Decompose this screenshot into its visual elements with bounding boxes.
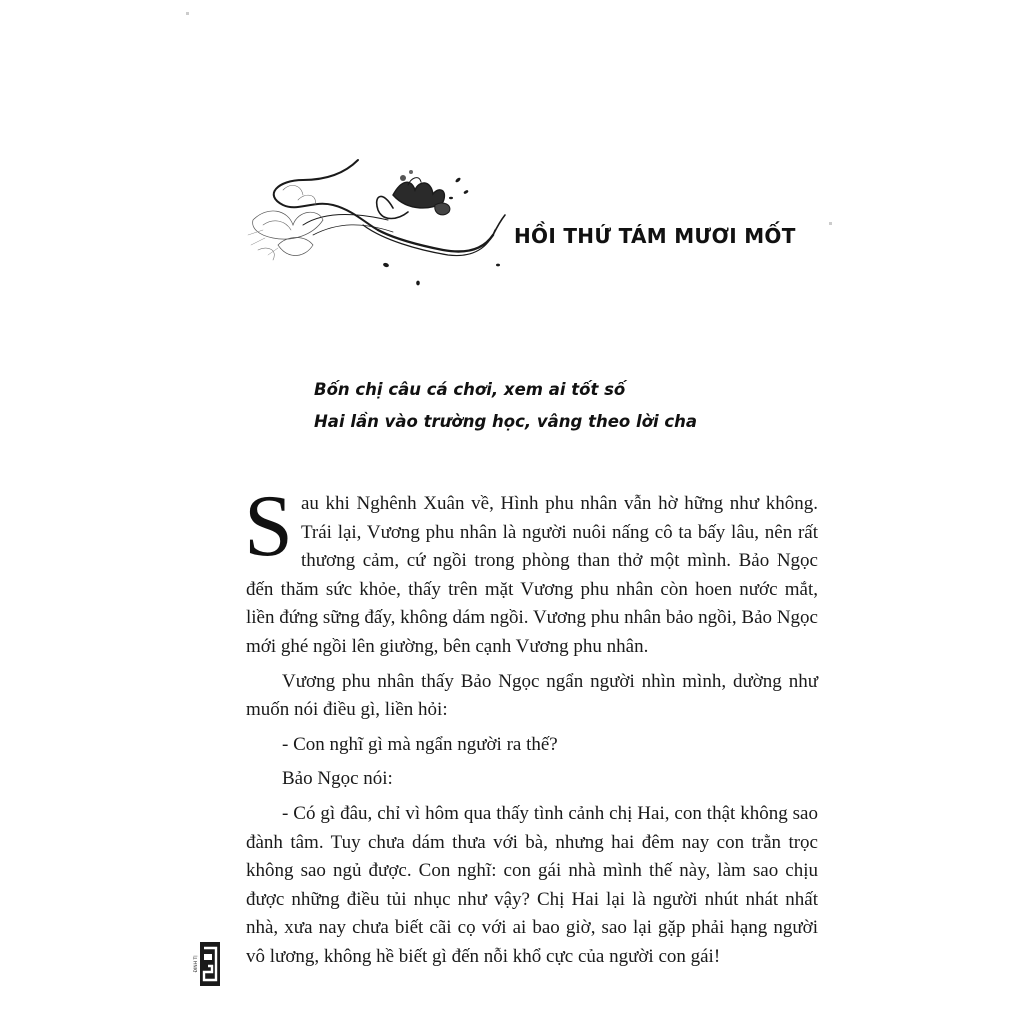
couplet-line-1: Bốn chị câu cá chơi, xem ai tốt số — [314, 380, 626, 399]
first-paragraph — [244, 478, 818, 662]
couplet-line-2: Hai lần vào trường học, vâng theo lời cha — [314, 412, 698, 431]
paragraph: - Có gì đâu, chỉ vì hôm qua thấy tình cảnh chị Hai, con thật không sao đành tâm. Tuy chưa dám thưa với bà, nhưng hai đêm nay con trằn trọc không sao ngủ được. Con nghĩ: con gái nhà mình thế này, làm sao chịu được những điều tủi nhục như vậy? Chị Hai lại là người nhút nhát nhất nhà, xưa nay chưa biết cãi cọ với ai bao giờ, sao lại gặp phải hạng người vô lương, không hề biết gì đến nỗi khổ cực của người con gái! — [246, 802, 818, 967]
scan-speck — [829, 222, 832, 225]
chapter-body — [244, 478, 818, 972]
scan-speck — [186, 12, 189, 15]
chapter-couplet — [314, 374, 697, 438]
paragraph: - Con nghĩ gì mà ngẩn người ra thế? — [282, 733, 558, 755]
lotus-flourish-ornament-icon — [243, 150, 513, 295]
publisher-logo-icon — [192, 942, 220, 986]
chapter-title: HỒI THỨ TÁM MƯƠI MỐT — [514, 224, 796, 248]
paragraph: Vương phu nhân thấy Bảo Ngọc ngẩn người nhìn mình, dường như muốn nói điều gì, liền hỏi: — [246, 670, 818, 721]
first-paragraph-text: au khi Nghênh Xuân về, Hình phu nhân vẫn hờ hững như không. Trái lại, Vương phu nhân là người nuôi nấng cô ta bấy lâu, nên rất thương cảm, cứ ngồi trong phòng than thở một mình. Bảo Ngọc đến thăm sức khỏe, thấy trên mặt Vương phu nhân còn hoen nước mắt, liền đứng sững đấy, không dám ngồi. Vương phu nhân bảo ngồi, Bảo Ngọc mới ghé ngồi lên giường, bên cạnh Vương phu nhân. — [246, 493, 818, 657]
publisher-logo-text: ĐINH TỊ — [194, 955, 199, 973]
drop-cap: S — [244, 478, 293, 575]
paragraph: Bảo Ngọc nói: — [282, 768, 393, 790]
